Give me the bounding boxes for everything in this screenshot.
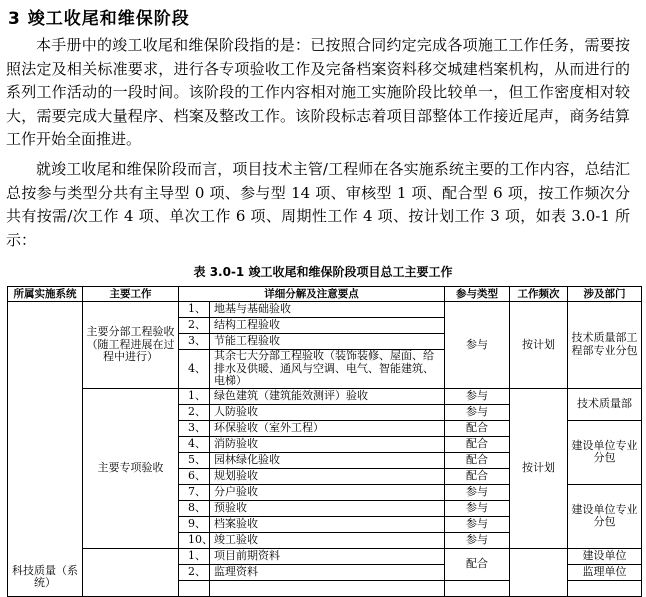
item-detail: 监理资料 — [210, 564, 445, 580]
item-no: 2、 — [179, 318, 210, 334]
item-detail: 分户验收 — [210, 484, 445, 500]
type-cell: 配合 — [445, 420, 510, 436]
table-row — [8, 388, 642, 404]
dept-cell: 建设单位专业分包 — [568, 484, 642, 548]
freq-cell: 按计划 — [510, 302, 568, 389]
item-no: 1、 — [179, 302, 210, 318]
item-detail: 其余七大分部工程验收（装饰装修、屋面、给排水及供暖、通风与空调、电气、智能建筑、电梯） — [210, 350, 445, 389]
dept-cell — [568, 580, 642, 596]
item-detail: 消防验收 — [210, 436, 445, 452]
item-no: 10、 — [179, 532, 210, 548]
item-detail: 规划验收 — [210, 468, 445, 484]
type-cell: 参与 — [445, 302, 510, 389]
item-no: 7、 — [179, 484, 210, 500]
item-detail: 档案验收 — [210, 516, 445, 532]
dept-cell: 建设单位 — [568, 548, 642, 564]
type-cell: 参与 — [445, 404, 510, 420]
work-cell: 主要专项验收 — [83, 388, 179, 548]
item-no: 9、 — [179, 516, 210, 532]
item-no: 3、 — [179, 334, 210, 350]
type-cell: 参与 — [445, 516, 510, 532]
paragraph-intro: 本手册中的竣工收尾和维保阶段指的是：已按照合同约定完成各项施工工作任务，需要按照法定及相关标准要求，进行各专项验收工作及完备档案资料移交城建档案机构，从而进行的系列工作活动的一段时间。该阶段的工作内容相对施工实施阶段比较单一，但工作密度相对较大，需要完成大量程序、档案及整改工作。该阶段标志着项目部整体工作接近尾声，商务结算工作开始全面推进。 — [6, 36, 630, 148]
item-detail: 预验收 — [210, 500, 445, 516]
work-table — [7, 286, 642, 597]
type-cell: 参与 — [445, 484, 510, 500]
item-detail — [210, 580, 445, 596]
work-cell: 主要分部工程验收（随工程进展在过程中进行） — [83, 302, 179, 389]
dept-cell: 技术质量部工程部专业分包 — [568, 302, 642, 389]
item-no: 8、 — [179, 500, 210, 516]
header-dept: 涉及部门 — [568, 287, 642, 302]
header-detail: 详细分解及注意要点 — [179, 287, 445, 302]
table-header-row — [8, 287, 642, 302]
dept-cell: 建设单位专业分包 — [568, 420, 642, 484]
type-cell: 配合 — [445, 436, 510, 452]
paragraph-summary: 就竣工收尾和维保阶段而言，项目技术主管/工程师在各实施系统主要的工作内容，总结汇总按参与类型分共有主导型 0 项、参与型 14 项、审核型 1 项、配合型 6 项，按工作频次分共有按需/次工作 4 项、单次工作 6 项、周期性工作 4 项、按计划工作 3 项，如表 3.0-1 所示： — [6, 160, 630, 249]
table-row — [8, 302, 642, 318]
item-detail: 节能工程验收 — [210, 334, 445, 350]
dept-cell: 技术质量部 — [568, 388, 642, 420]
table-caption: 表 3.0-1 竣工收尾和维保阶段项目总工主要工作 — [193, 265, 453, 279]
item-detail: 环保验收（室外工程） — [210, 420, 445, 436]
type-cell: 配合 — [445, 452, 510, 468]
type-cell: 配合 — [445, 548, 510, 580]
item-detail: 竣工验收 — [210, 532, 445, 548]
freq-cell — [510, 548, 568, 596]
item-no: 6、 — [179, 468, 210, 484]
item-detail: 项目前期资料 — [210, 548, 445, 564]
type-cell: 参与 — [445, 388, 510, 404]
item-detail: 绿色建筑（建筑能效测评）验收 — [210, 388, 445, 404]
type-cell: 参与 — [445, 500, 510, 516]
item-detail: 人防验收 — [210, 404, 445, 420]
dept-cell: 监理单位 — [568, 564, 642, 580]
header-type: 参与类型 — [445, 287, 510, 302]
item-detail: 园林绿化验收 — [210, 452, 445, 468]
type-cell — [445, 580, 510, 596]
table-row — [8, 548, 642, 564]
item-no: 4、 — [179, 436, 210, 452]
item-no — [179, 580, 210, 596]
type-cell: 配合 — [445, 468, 510, 484]
header-freq: 工作频次 — [510, 287, 568, 302]
header-system: 所属实施系统 — [8, 287, 83, 302]
item-detail: 地基与基础验收 — [210, 302, 445, 318]
system-cell: 科技质量（系统） — [8, 302, 83, 597]
item-no: 4、 — [179, 350, 210, 389]
item-no: 3、 — [179, 420, 210, 436]
type-cell: 参与 — [445, 532, 510, 548]
item-no: 2、 — [179, 564, 210, 580]
item-detail: 结构工程验收 — [210, 318, 445, 334]
item-no: 1、 — [179, 548, 210, 564]
item-no: 1、 — [179, 388, 210, 404]
work-cell — [83, 548, 179, 596]
item-no: 2、 — [179, 404, 210, 420]
header-work: 主要工作 — [83, 287, 179, 302]
section-heading: 3 竣工收尾和维保阶段 — [8, 9, 190, 29]
freq-cell: 按计划 — [510, 388, 568, 548]
item-no: 5、 — [179, 452, 210, 468]
